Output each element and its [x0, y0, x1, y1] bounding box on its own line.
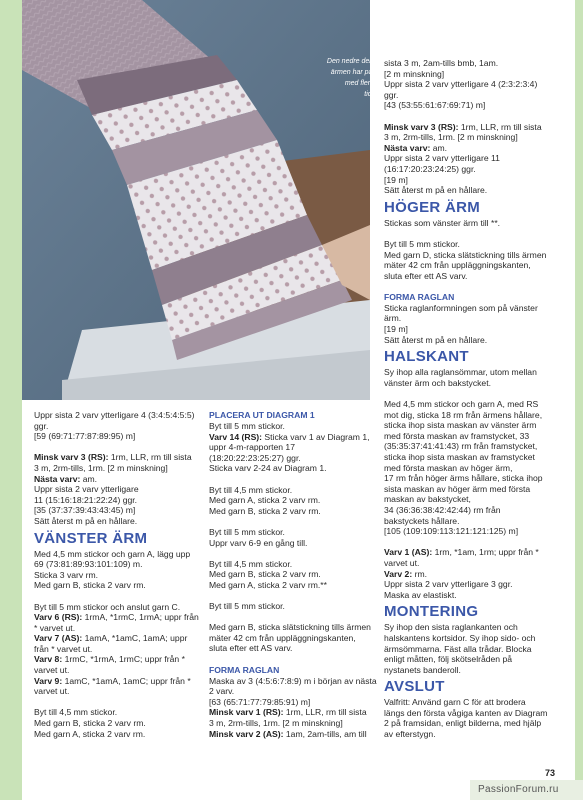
text-line: ärmsömmarna. Fäst alla trådar. Blocka [384, 643, 532, 654]
text-line: Valfritt: Använd garn C för att brodera [384, 697, 526, 708]
varv-9 [34, 676, 206, 687]
halskant-varv-2 [384, 569, 554, 580]
text-line: Byt till 5 mm stickor. [209, 421, 285, 431]
text-line: Med garn B, sticka slätstickning tills ärmen [209, 622, 371, 633]
instruction-text: Sticka varv 1 av Diagram 1, [262, 431, 370, 442]
instruction-text: am. [430, 142, 448, 153]
text-line: längs den första vågiga kanten av Diagram [384, 707, 548, 718]
instruction-label: Varv 1 (AS): [384, 547, 433, 558]
text-line: från * varvet ut. [34, 643, 93, 654]
text-line: med första maskan av höger ärm, [384, 462, 513, 473]
text-line: Med garn D, sticka slätstickning tills ärmen [384, 249, 547, 260]
text-line: Byt till 4,5 mm stickor. [209, 558, 293, 569]
minsk-varv-3 [384, 122, 554, 133]
instruction-text: 1rm, LLR, rm till sista [458, 121, 542, 132]
text-line: med första maskan av framstycket, 33 [384, 430, 530, 441]
text-line: [19 m] [384, 174, 408, 185]
text-line: Maska av elastiskt. [384, 589, 457, 600]
text-line: maskan av bakstycket, [384, 494, 471, 505]
minsk-varv-1 [209, 707, 381, 718]
text-line: Sticka varv 2-24 av Diagram 1. [209, 463, 327, 474]
text-line: Med 4,5 mm stickor och garn A, med RS [384, 399, 539, 410]
text-line: Stickas som vänster ärm till **. [384, 217, 501, 228]
caption-line: med flerfärgs- [344, 80, 388, 87]
text-line: Uppr sista 2 varv ytterligare [34, 484, 139, 495]
text-line: 69 (73:81:89:93:101:109) m. [34, 559, 143, 570]
instruction-text: rm. [412, 568, 427, 579]
caption-line: ärmen har paneler [330, 69, 388, 76]
text-line: 3 m, 2rm-tills, 1rm. [2 m minskning] [34, 462, 168, 473]
text-line: 11 (15:16:18:21:22:24) ggr. [34, 494, 138, 505]
text-line: Byt till 5 mm stickor. [209, 526, 285, 537]
text-line: enligt måtten, följ skötselråden på [384, 654, 513, 665]
photo-caption [310, 56, 388, 100]
caption-line: tickning [364, 91, 388, 98]
text-line: Sätt återst m på en hållare. [384, 185, 488, 196]
column-left [34, 410, 206, 739]
text-line: sista maskan av höger ärm med första [384, 483, 531, 494]
text-line: bakstyckets hållare. [384, 515, 460, 526]
text-line: varvet ut. [34, 665, 70, 676]
text-line: Uppr sista 2 varv ytterligare 3 ggr. [384, 579, 513, 590]
text-line: Sy ihop den sista raglankanten och [384, 622, 518, 633]
varv-6 [34, 612, 206, 623]
minsk-varv-2 [209, 729, 381, 740]
text-line: Uppr varv 6-9 en gång till. [209, 537, 308, 548]
text-line: sista 3 m, 2am-tills bmb, 1am. [384, 58, 499, 68]
heading-placera-diagram: PLACERA UT DIAGRAM 1 [209, 410, 315, 420]
heading-vanster-arm: VÄNSTER ÄRM [34, 529, 148, 547]
instruction-label: Varv 9: [34, 675, 63, 686]
text-line: mäter 42 cm från uppläggningskanten, [384, 260, 531, 271]
halskant-varv-1 [384, 547, 554, 558]
text-line: sticka ihop sista maskan av framstycket [384, 452, 535, 462]
heading-avslut: AVSLUT [384, 678, 445, 696]
heading-hoger-arm: HÖGER ÄRM [384, 198, 481, 216]
column-middle [209, 410, 381, 739]
varv-14 [209, 432, 381, 443]
text-line: 17 rm från höger ärms hållare, sticka ihop [384, 473, 543, 484]
text-line: (18:20:22:23:25:27) ggr. [209, 452, 301, 463]
instruction-label: Minsk varv 3 (RS): [384, 121, 459, 132]
instruction-text: 1rmA, *1rmC, 1rmA; uppr från [82, 612, 199, 623]
text-line: 34 (36:36:38:42:42:44) rm från [384, 504, 501, 515]
text-line: Med garn A, sticka 2 varv rm. [209, 495, 321, 506]
instruction-text: 1amA, *1amC, 1amA; uppr [82, 633, 188, 644]
instruction-text: 1am, 2am-tills, am till [283, 728, 367, 739]
text-line: Byt till 4,5 mm stickor. [34, 707, 118, 718]
text-line: Sy ihop alla raglansömmar, utom mellan [384, 367, 537, 378]
instruction-label: Varv 14 (RS): [209, 431, 263, 442]
text-line: sticka ihop sista maskan av vänster ärm [384, 420, 537, 431]
instruction-label: Minsk varv 1 (RS): [209, 707, 284, 718]
text-line: (35:35:37:41:41:43) rm från framstycket, [384, 441, 538, 452]
text-line: 3 m, 2rm-tills, 1rm. [2 m minskning] [384, 132, 518, 143]
text-line: Uppr sista 2 varv ytterligare 4 (2:3:2:3:4) ggr. [384, 79, 538, 100]
text-line: sluta efter ett AS varv. [209, 643, 293, 654]
text-line: varvet ut. [384, 557, 420, 568]
text-line: [2 m minskning] [384, 68, 445, 79]
text-line: ggr. [34, 420, 49, 431]
instruction-text: 1rmC, *1rmA, 1rmC; uppr från * [62, 654, 185, 665]
text-line: nystanets banderoll. [384, 664, 461, 675]
text-line: av efterstygn. [384, 729, 436, 740]
text-line: Sätt återst m på en hållare. [384, 334, 488, 345]
instruction-text: am. [80, 473, 98, 484]
caption-line: Den nedre delen av [326, 58, 388, 65]
minsk-varv-3 [34, 452, 206, 463]
text-line: * varvet ut. [34, 622, 76, 633]
text-line: Med garn B, sticka 2 varv rm. [209, 505, 321, 516]
instruction-text: 1amC, *1amA, 1amC; uppr från * [62, 675, 191, 686]
text-line: uppr 4-m-rapporten 17 [209, 442, 295, 453]
instruction-text: 1rm, LLR, rm till sista [108, 452, 192, 463]
text-line: (16:17:20:23:24:25) ggr. [384, 163, 476, 174]
instruction-label: Nästa varv: [34, 473, 81, 484]
text-line: Sätt återst m på en hållare. [34, 515, 138, 526]
text-line: [19 m] [384, 324, 408, 335]
text-line: [63 (65:71:77:79:85:91) m] [209, 696, 311, 707]
text-line: Uppr sista 2 varv ytterligare 4 (3:4:5:4:5:5) [34, 410, 195, 420]
instruction-label: Varv 2: [384, 568, 413, 579]
heading-forma-raglan: FORMA RAGLAN [384, 291, 455, 302]
text-line: Byt till 5 mm stickor. [209, 601, 285, 612]
instruction-text: 1rm, *1am, 1rm; uppr från * [432, 547, 539, 558]
text-line: 2 på framsidan, enligt bilderna, med hjälp [384, 718, 542, 729]
text-line: Sticka 3 varv rm. [34, 569, 98, 580]
heading-montering: MONTERING [384, 603, 479, 621]
text-line: halskantens kortsidor. Sy ihop sido- och [384, 632, 536, 643]
text-line: 3 m, 2rm-tills, 1rm. [2 m minskning] [209, 718, 343, 729]
left-accent-bar [0, 0, 22, 800]
text-line: mot dig, sticka 18 rm från ärmens hållare, [384, 409, 543, 420]
text-line: Byt till 5 mm stickor. [384, 238, 460, 249]
text-line: Med garn A, sticka 2 varv rm.** [209, 579, 327, 590]
text-line: Med garn B, sticka 2 varv rm. [34, 580, 146, 591]
text-line: vänster ärm och bakstycket. [384, 377, 491, 388]
text-line: Med garn B, sticka 2 varv rm. [209, 569, 321, 580]
varv-7 [34, 633, 206, 644]
text-line: [59 (69:71:77:87:89:95) m] [34, 431, 136, 442]
nasta-varv [34, 474, 206, 485]
right-accent-bar [575, 0, 583, 800]
text-line: Maska av 3 (4:5:6:7:8:9) m i början av nästa [209, 675, 377, 686]
text-line: Sticka raglanformningen som på vänster ärm. [384, 302, 538, 324]
watermark: PassionForum.ru [478, 784, 559, 795]
nasta-varv [384, 143, 554, 154]
text-line: Byt till 4,5 mm stickor. [209, 484, 293, 495]
instruction-text: 1rm, LLR, rm till sista [283, 707, 367, 718]
instruction-label: Varv 6 (RS): [34, 612, 83, 623]
instruction-label: Nästa varv: [384, 142, 431, 153]
instruction-label: Varv 7 (AS): [34, 633, 83, 644]
text-line: Med 4,5 mm stickor och garn A, lägg upp [34, 548, 191, 559]
heading-forma-raglan: FORMA RAGLAN [209, 664, 280, 675]
text-line: varvet ut. [34, 686, 70, 697]
text-line: mäter 42 cm från uppläggningskanten, [209, 632, 356, 643]
text-line: [43 (53:55:61:67:69:71) m] [384, 100, 486, 111]
instruction-label: Minsk varv 3 (RS): [34, 452, 109, 463]
sleeve-photo [22, 0, 388, 400]
text-line: Uppr sista 2 varv ytterligare 11 [384, 153, 500, 164]
text-line: [105 (109:109:113:121:121:125) m] [384, 526, 519, 537]
text-line: Med garn A, sticka 2 varv rm. [34, 728, 146, 739]
varv-8 [34, 654, 206, 665]
instruction-label: Varv 8: [34, 654, 63, 665]
text-line: 2 varv. [209, 686, 235, 697]
text-line: Byt till 5 mm stickor och anslut garn C. [34, 601, 181, 612]
page-number: 73 [545, 768, 556, 778]
text-line: Med garn B, sticka 2 varv rm. [34, 718, 146, 729]
text-line: [35 (37:37:39:43:43:45) m] [34, 505, 136, 516]
instruction-label: Minsk varv 2 (AS): [209, 728, 284, 739]
text-line: sluta efter ett AS varv. [384, 270, 468, 281]
heading-halskant: HALSKANT [384, 348, 469, 366]
column-right [384, 58, 554, 740]
